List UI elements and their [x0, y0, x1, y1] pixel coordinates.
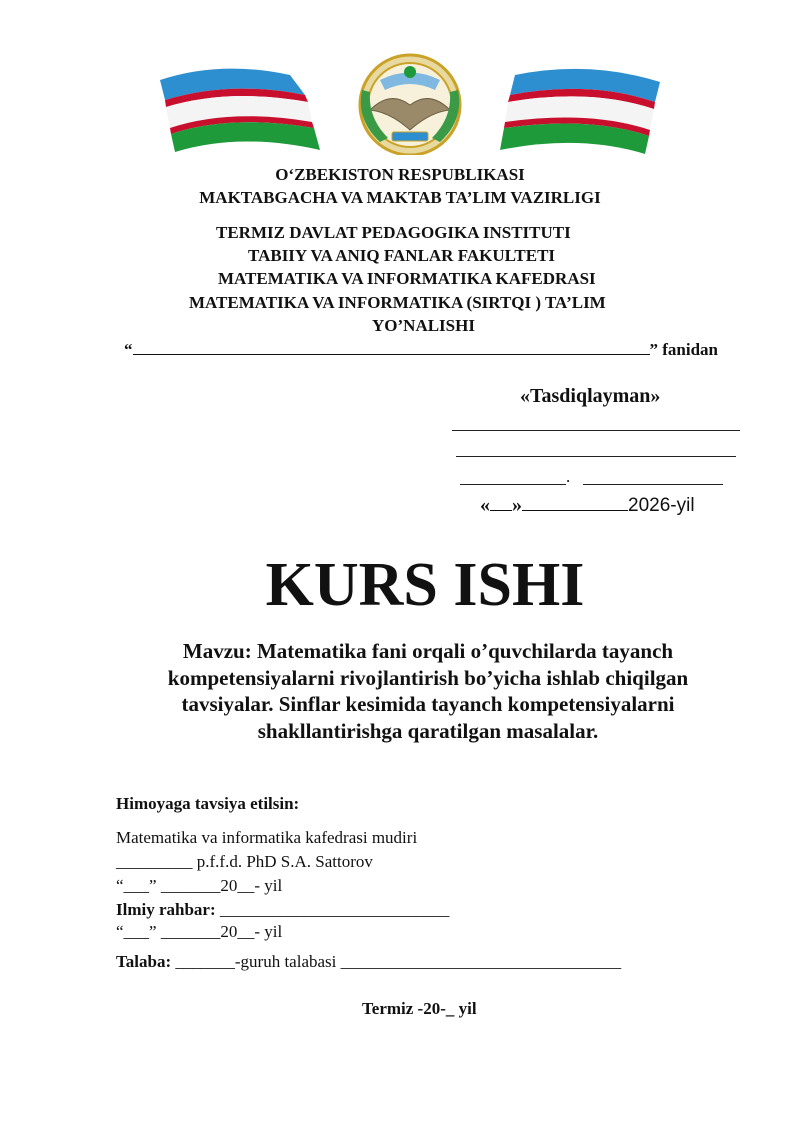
topic-line-2: kompetensiyalarni rivojlantirish bo’yicha ishlab chiqilgan — [167, 665, 689, 690]
coat-of-arms-icon — [360, 55, 460, 155]
student-label: Talaba: — [116, 952, 172, 971]
direction-name: MATEMATIKA VA INFORMATIKA (SIRTQI ) TA’LIM — [189, 293, 606, 312]
footer-place-year: Termiz -20-_ yil — [362, 999, 477, 1018]
dept-head-label: Matematika va informatika kafedrasi mudiri — [116, 828, 418, 847]
state-emblem-banner — [130, 50, 690, 155]
subject-close-quote: ” fanidan — [649, 340, 718, 359]
faculty-name: TABIIY VA ANIQ FANLAR FAKULTETI — [248, 246, 556, 265]
subject-blank — [133, 338, 650, 355]
student-line — [116, 950, 621, 974]
advisor-line — [116, 898, 449, 922]
approval-day-blank — [490, 492, 512, 511]
approval-month-blank — [522, 492, 628, 511]
topic-block — [28, 638, 800, 744]
document-title: KURS ISHI — [265, 551, 585, 619]
advisor-label: Ilmiy rahbar: — [116, 900, 216, 919]
department-name: MATEMATIKA VA INFORMATIKA KAFEDRASI — [218, 269, 596, 288]
subject-open-quote: “ — [124, 340, 133, 359]
institute-name: TERMIZ DAVLAT PEDAGOGIKA INSTITUTI — [216, 223, 571, 242]
left-flag-icon — [160, 69, 320, 152]
advisor-date: “___” _______20__- yil — [116, 922, 283, 941]
dept-head-signature: _________ p.f.f.d. PhD S.A. Sattorov — [116, 852, 373, 871]
direction-name-cont: YO’NALISHI — [372, 316, 475, 335]
approval-blank-3a — [460, 484, 566, 485]
approval-title: «Tasdiqlayman» — [520, 385, 661, 407]
country-name: O‘ZBEKISTON RESPUBLIKASI — [275, 165, 525, 184]
approval-date-mid: » — [512, 494, 522, 516]
approval-date-open: « — [480, 494, 490, 516]
approval-blank-2 — [456, 456, 736, 457]
topic-line-4: shakllantirishga qaratilgan masalalar. — [257, 718, 599, 743]
subject-line — [124, 338, 718, 361]
ministry-name: MAKTABGACHA VA MAKTAB TA’LIM VAZIRLIGI — [199, 188, 601, 207]
approval-dot: . — [566, 467, 571, 486]
topic-line-3: tavsiyalar. Sinflar kesimida tayanch kompetensiyalarni — [181, 692, 675, 716]
approval-blank-1 — [452, 430, 740, 431]
approval-date — [480, 492, 695, 517]
approval-year: 2026-yil — [628, 495, 695, 516]
approval-blank-3b — [583, 484, 723, 485]
dept-head-date: “___” _______20__- yil — [116, 876, 283, 895]
student-blank: _______-guruh talabasi _________________________________ — [171, 952, 622, 971]
topic-line-1: Mavzu: Matematika fani orqali o’quvchilarda tayanch — [182, 639, 674, 663]
advisor-blank: ___________________________ — [215, 900, 450, 919]
right-flag-icon — [500, 69, 660, 154]
defense-heading: Himoyaga tavsiya etilsin: — [116, 794, 300, 813]
